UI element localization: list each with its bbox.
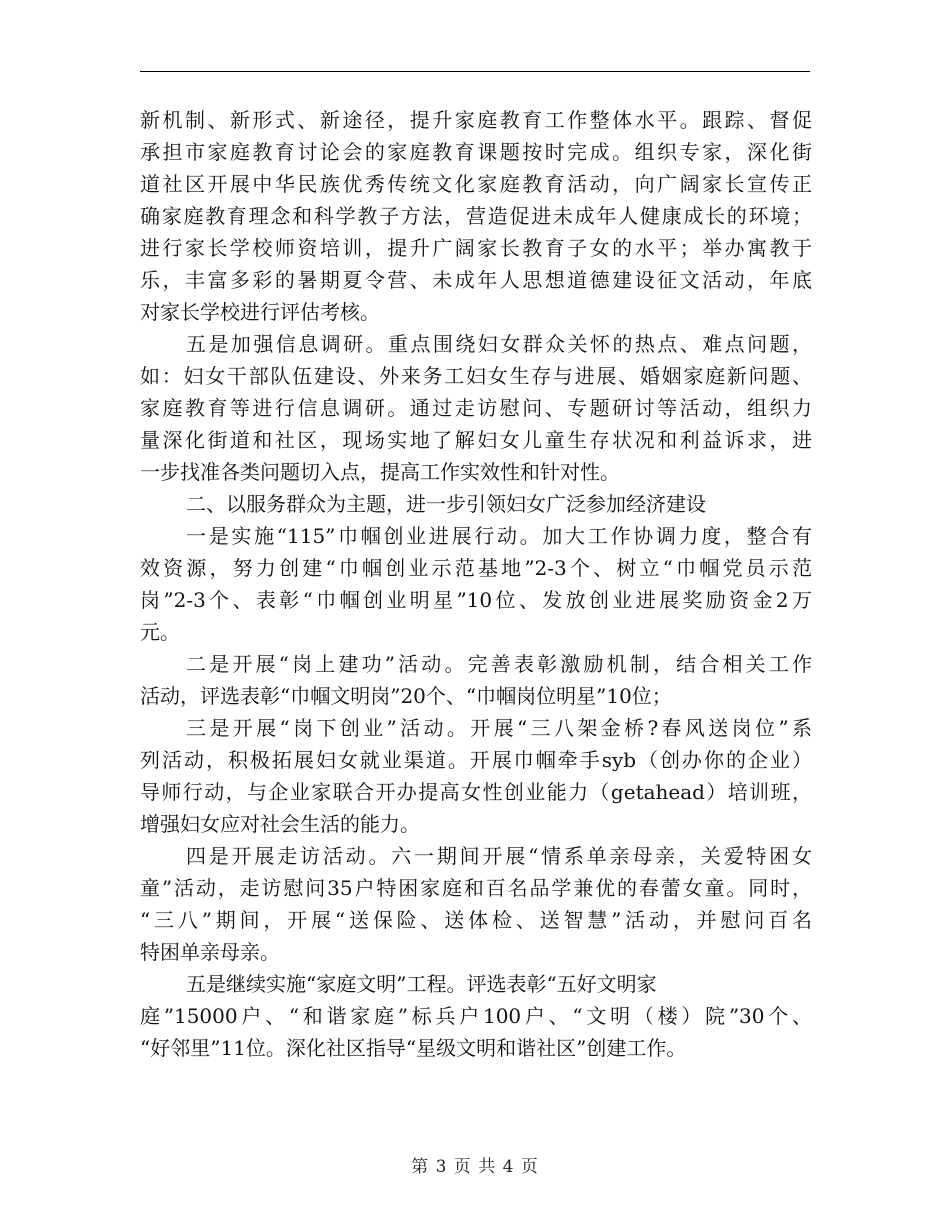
text-line: 列活动，积极拓展妇女就业渠道。开展巾帼牵手syb（创办你的企业）: [140, 748, 812, 772]
text-line: 家庭教育等进行信息调研。通过走访慰问、专题研讨等活动，组织力: [140, 396, 812, 420]
text-line: 道社区开展中华民族优秀传统文化家庭教育活动，向广阔家长宣传正: [140, 172, 812, 196]
text-line: “三八”期间，开展“送保险、送体检、送智慧”活动，并慰问百名: [140, 908, 812, 932]
text-line: 庭”15000户、“和谐家庭”标兵户100户、“文明（楼）院”30个、: [140, 1004, 812, 1028]
text-line: 对家长学校进行评估考核。: [140, 300, 380, 324]
text-line: 确家庭教育理念和科学教子方法，营造促进未成年人健康成长的环境；: [140, 204, 812, 228]
text-line: 新机制、新形式、新途径，提升家庭教育工作整体水平。跟踪、督促: [140, 108, 812, 132]
text-line: 乐，丰富多彩的暑期夏令营、未成年人思想道德建设征文活动，年底: [140, 268, 812, 292]
text-line: 量深化街道和社区，现场实地了解妇女儿童生存状况和利益诉求，进: [140, 428, 812, 452]
text-line: 一步找准各类问题切入点，提高工作实效性和针对性。: [140, 460, 620, 484]
text-line: 承担市家庭教育讨论会的家庭教育课题按时完成。组织专家，深化街: [140, 140, 812, 164]
text-line: 增强妇女应对社会生活的能力。: [140, 812, 420, 836]
document-body: [140, 104, 812, 1064]
text-line: 如：妇女干部队伍建设、外来务工妇女生存与进展、婚姻家庭新问题、: [140, 364, 812, 388]
text-line: 进行家长学校师资培训，提升广阔家长教育子女的水平；举办寓教于: [140, 236, 812, 260]
text-line: 岗”2-3个、表彰“巾帼创业明星”10位、发放创业进展奖励资金2万: [140, 588, 812, 612]
text-line: 四是开展走访活动。六一期间开展“情系单亲母亲，关爱特困女: [186, 844, 812, 868]
text-line: 二、以服务群众为主题，进一步引领妇女广泛参加经济建设: [186, 492, 706, 516]
text-line: “好邻里”11位。深化社区指导“星级文明和谐社区”创建工作。: [140, 1036, 687, 1060]
text-line: 元。: [140, 620, 180, 644]
text-line: 二是开展“岗上建功”活动。完善表彰激励机制，结合相关工作: [186, 652, 812, 676]
text-line: 活动，评选表彰“巾帼文明岗”20个、“巾帼岗位明星”10位；: [140, 684, 672, 708]
text-line: 三是开展“岗下创业”活动。开展“三八架金桥?春风送岗位”系: [186, 716, 812, 740]
header-rule: [140, 71, 810, 72]
text-line: 五是加强信息调研。重点围绕妇女群众关怀的热点、难点问题，: [186, 332, 812, 356]
page-number: 第 3 页 共 4 页: [411, 1157, 539, 1177]
text-line: 一是实施“115”巾帼创业进展行动。加大工作协调力度，整合有: [186, 524, 812, 548]
text-line: 五是继续实施“家庭文明”工程。评选表彰“五好文明家: [186, 972, 657, 996]
text-line: 效资源，努力创建“巾帼创业示范基地”2-3个、树立“巾帼党员示范: [140, 556, 812, 580]
text-line: 特困单亲母亲。: [140, 940, 280, 964]
text-line: 童”活动，走访慰问35户特困家庭和百名品学兼优的春蕾女童。同时，: [140, 876, 812, 900]
text-line: 导师行动，与企业家联合开办提高女性创业能力（getahead）培训班，: [140, 780, 812, 804]
